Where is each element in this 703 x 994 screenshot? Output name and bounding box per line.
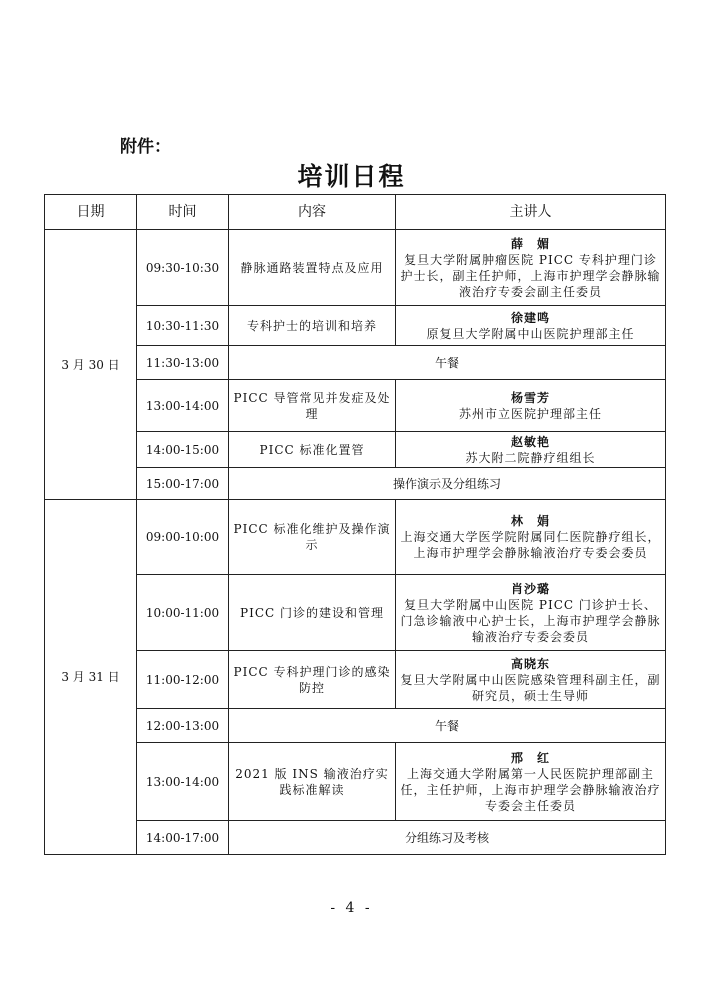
speaker-info: 原复旦大学附属中山医院护理部主任	[426, 326, 635, 341]
speaker-cell	[396, 380, 666, 432]
speaker-name: 肖沙璐	[510, 581, 550, 596]
speaker-info: 苏州市立医院护理部主任	[458, 406, 602, 421]
speaker-cell	[396, 575, 666, 651]
time-cell: 10:30-11:30	[137, 306, 229, 346]
time-cell: 11:30-13:00	[137, 346, 229, 380]
table-row	[45, 821, 666, 855]
span-cell: 午餐	[229, 346, 666, 380]
header-content: 内容	[229, 195, 396, 230]
page-title: 培训日程	[297, 162, 406, 191]
speaker-info: 上海交通大学医学院附属同仁医院静疗组长，上海市护理学会静脉输液治疗专委会委员	[400, 530, 661, 560]
date-cell: 3 月 30 日	[45, 230, 137, 500]
speaker-name: 林 娟	[510, 514, 550, 528]
table-row	[45, 468, 666, 500]
time-cell: 14:00-15:00	[137, 432, 229, 468]
time-cell: 13:00-14:00	[137, 743, 229, 821]
time-cell: 10:00-11:00	[137, 575, 229, 651]
span-cell: 分组练习及考核	[229, 821, 666, 855]
speaker-name: 杨雪芳	[510, 390, 550, 405]
table-row	[45, 346, 666, 380]
topic-cell: PICC 标准化维护及操作演示	[229, 500, 396, 575]
speaker-info: 苏大附二院静疗组组长	[465, 450, 596, 465]
table-row	[45, 743, 666, 821]
speaker-info: 复旦大学附属中山医院感染管理科副主任，副研究员，硕士生导师	[400, 672, 661, 703]
speaker-cell	[396, 500, 666, 575]
speaker-cell	[396, 230, 666, 306]
table-row	[45, 432, 666, 468]
speaker-info: 上海交通大学附属第一人民医院护理部副主任，主任护师，上海市护理学会静脉输液治疗专委会主任委员	[400, 766, 661, 813]
time-cell: 12:00-13:00	[137, 709, 229, 743]
page-number: - 4 -	[330, 900, 373, 916]
span-cell: 操作演示及分组练习	[229, 468, 666, 500]
time-cell: 11:00-12:00	[137, 651, 229, 709]
table-row	[45, 500, 666, 575]
speaker-cell	[396, 651, 666, 709]
time-cell: 15:00-17:00	[137, 468, 229, 500]
header-date: 日期	[45, 195, 137, 230]
date-cell: 3 月 31 日	[45, 500, 137, 855]
attachment-label: 附件：	[120, 137, 171, 157]
span-cell: 午餐	[229, 709, 666, 743]
topic-cell: PICC 导管常见并发症及处理	[229, 380, 396, 432]
header-speaker: 主讲人	[396, 195, 666, 230]
table-row	[45, 380, 666, 432]
time-cell: 14:00-17:00	[137, 821, 229, 855]
header-time: 时间	[137, 195, 229, 230]
topic-cell: 静脉通路装置特点及应用	[229, 230, 396, 306]
table-row	[45, 575, 666, 651]
speaker-name: 高晓东	[510, 656, 550, 671]
time-cell: 13:00-14:00	[137, 380, 229, 432]
speaker-cell	[396, 743, 666, 821]
speaker-cell	[396, 306, 666, 346]
topic-cell: PICC 标准化置管	[229, 432, 396, 468]
speaker-info: 复旦大学附属肿瘤医院 PICC 专科护理门诊护士长，副主任护师，上海市护理学会静脉输液治疗专委会副主任委员	[400, 252, 661, 299]
table-row	[45, 651, 666, 709]
speaker-name: 徐建鸣	[510, 310, 550, 325]
speaker-name: 薛 媚	[510, 236, 550, 251]
header-row	[45, 195, 666, 230]
topic-cell: PICC 门诊的建设和管理	[229, 575, 396, 651]
speaker-name: 邢 红	[510, 750, 550, 765]
table-row	[45, 230, 666, 306]
speaker-info: 复旦大学附属中山医院 PICC 门诊护士长、门急诊输液中心护士长，上海市护理学会静脉输液治疗专委会委员	[400, 597, 661, 644]
speaker-cell	[396, 432, 666, 468]
table-row	[45, 306, 666, 346]
schedule-table	[44, 194, 666, 855]
time-cell: 09:30-10:30	[137, 230, 229, 306]
topic-cell: 专科护士的培训和培养	[229, 306, 396, 346]
speaker-name: 赵敏艳	[510, 434, 550, 449]
topic-cell: 2021 版 INS 输液治疗实践标准解读	[229, 743, 396, 821]
table-row	[45, 709, 666, 743]
time-cell: 09:00-10:00	[137, 500, 229, 575]
topic-cell: PICC 专科护理门诊的感染防控	[229, 651, 396, 709]
